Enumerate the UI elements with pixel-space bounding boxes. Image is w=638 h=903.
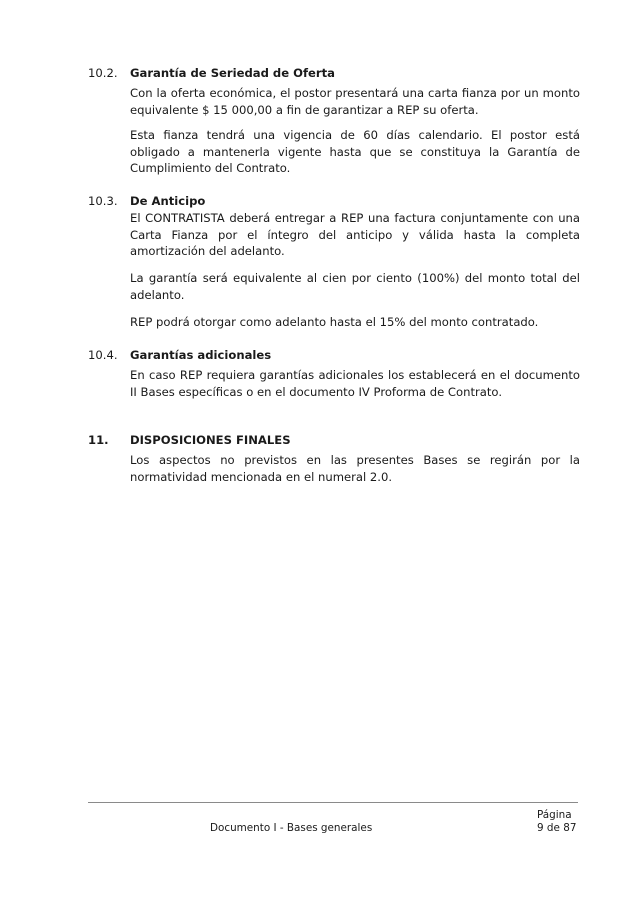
section-number: 10.3. [88,194,118,208]
footer-page-number: 9 de 87 [537,822,577,834]
section-number: 10.4. [88,348,118,362]
section-title: DISPOSICIONES FINALES [130,433,291,447]
paragraph: Los aspectos no previstos en las presentes Bases se regirán por la normatividad mencionada en el numeral 2.0. [130,453,580,484]
section-title: Garantías adicionales [130,348,272,362]
section-number: 11. [88,433,109,447]
section-number: 10.2. [88,66,118,80]
footer-document-label: Documento I - Bases generales [210,822,373,834]
paragraph: Con la oferta económica, el postor presentará una carta fianza por un monto equivalente $ 15 000,00 a fin de garantizar a REP su oferta. [130,86,580,117]
footer-divider [88,802,578,803]
footer-page-label: Página [537,809,572,821]
section-title: Garantía de Seriedad de Oferta [130,66,335,80]
paragraph: La garantía será equivalente al cien por ciento (100%) del monto total del adelanto. [130,271,580,302]
section-title: De Anticipo [130,194,206,208]
paragraph: En caso REP requiera garantías adicionales los establecerá en el documento II Bases específicas o en el documento IV Proforma de Contrato. [130,368,580,399]
paragraph: El CONTRATISTA deberá entregar a REP una factura conjuntamente con una Carta Fianza por el íntegro del anticipo y válida hasta la completa amortización del adelanto. [130,211,580,258]
paragraph: REP podrá otorgar como adelanto hasta el 15% del monto contratado. [130,315,539,329]
paragraph: Esta fianza tendrá una vigencia de 60 días calendario. El postor está obligado a mantenerla vigente hasta que se constituya la Garantía de Cumplimiento del Contrato. [130,128,580,175]
